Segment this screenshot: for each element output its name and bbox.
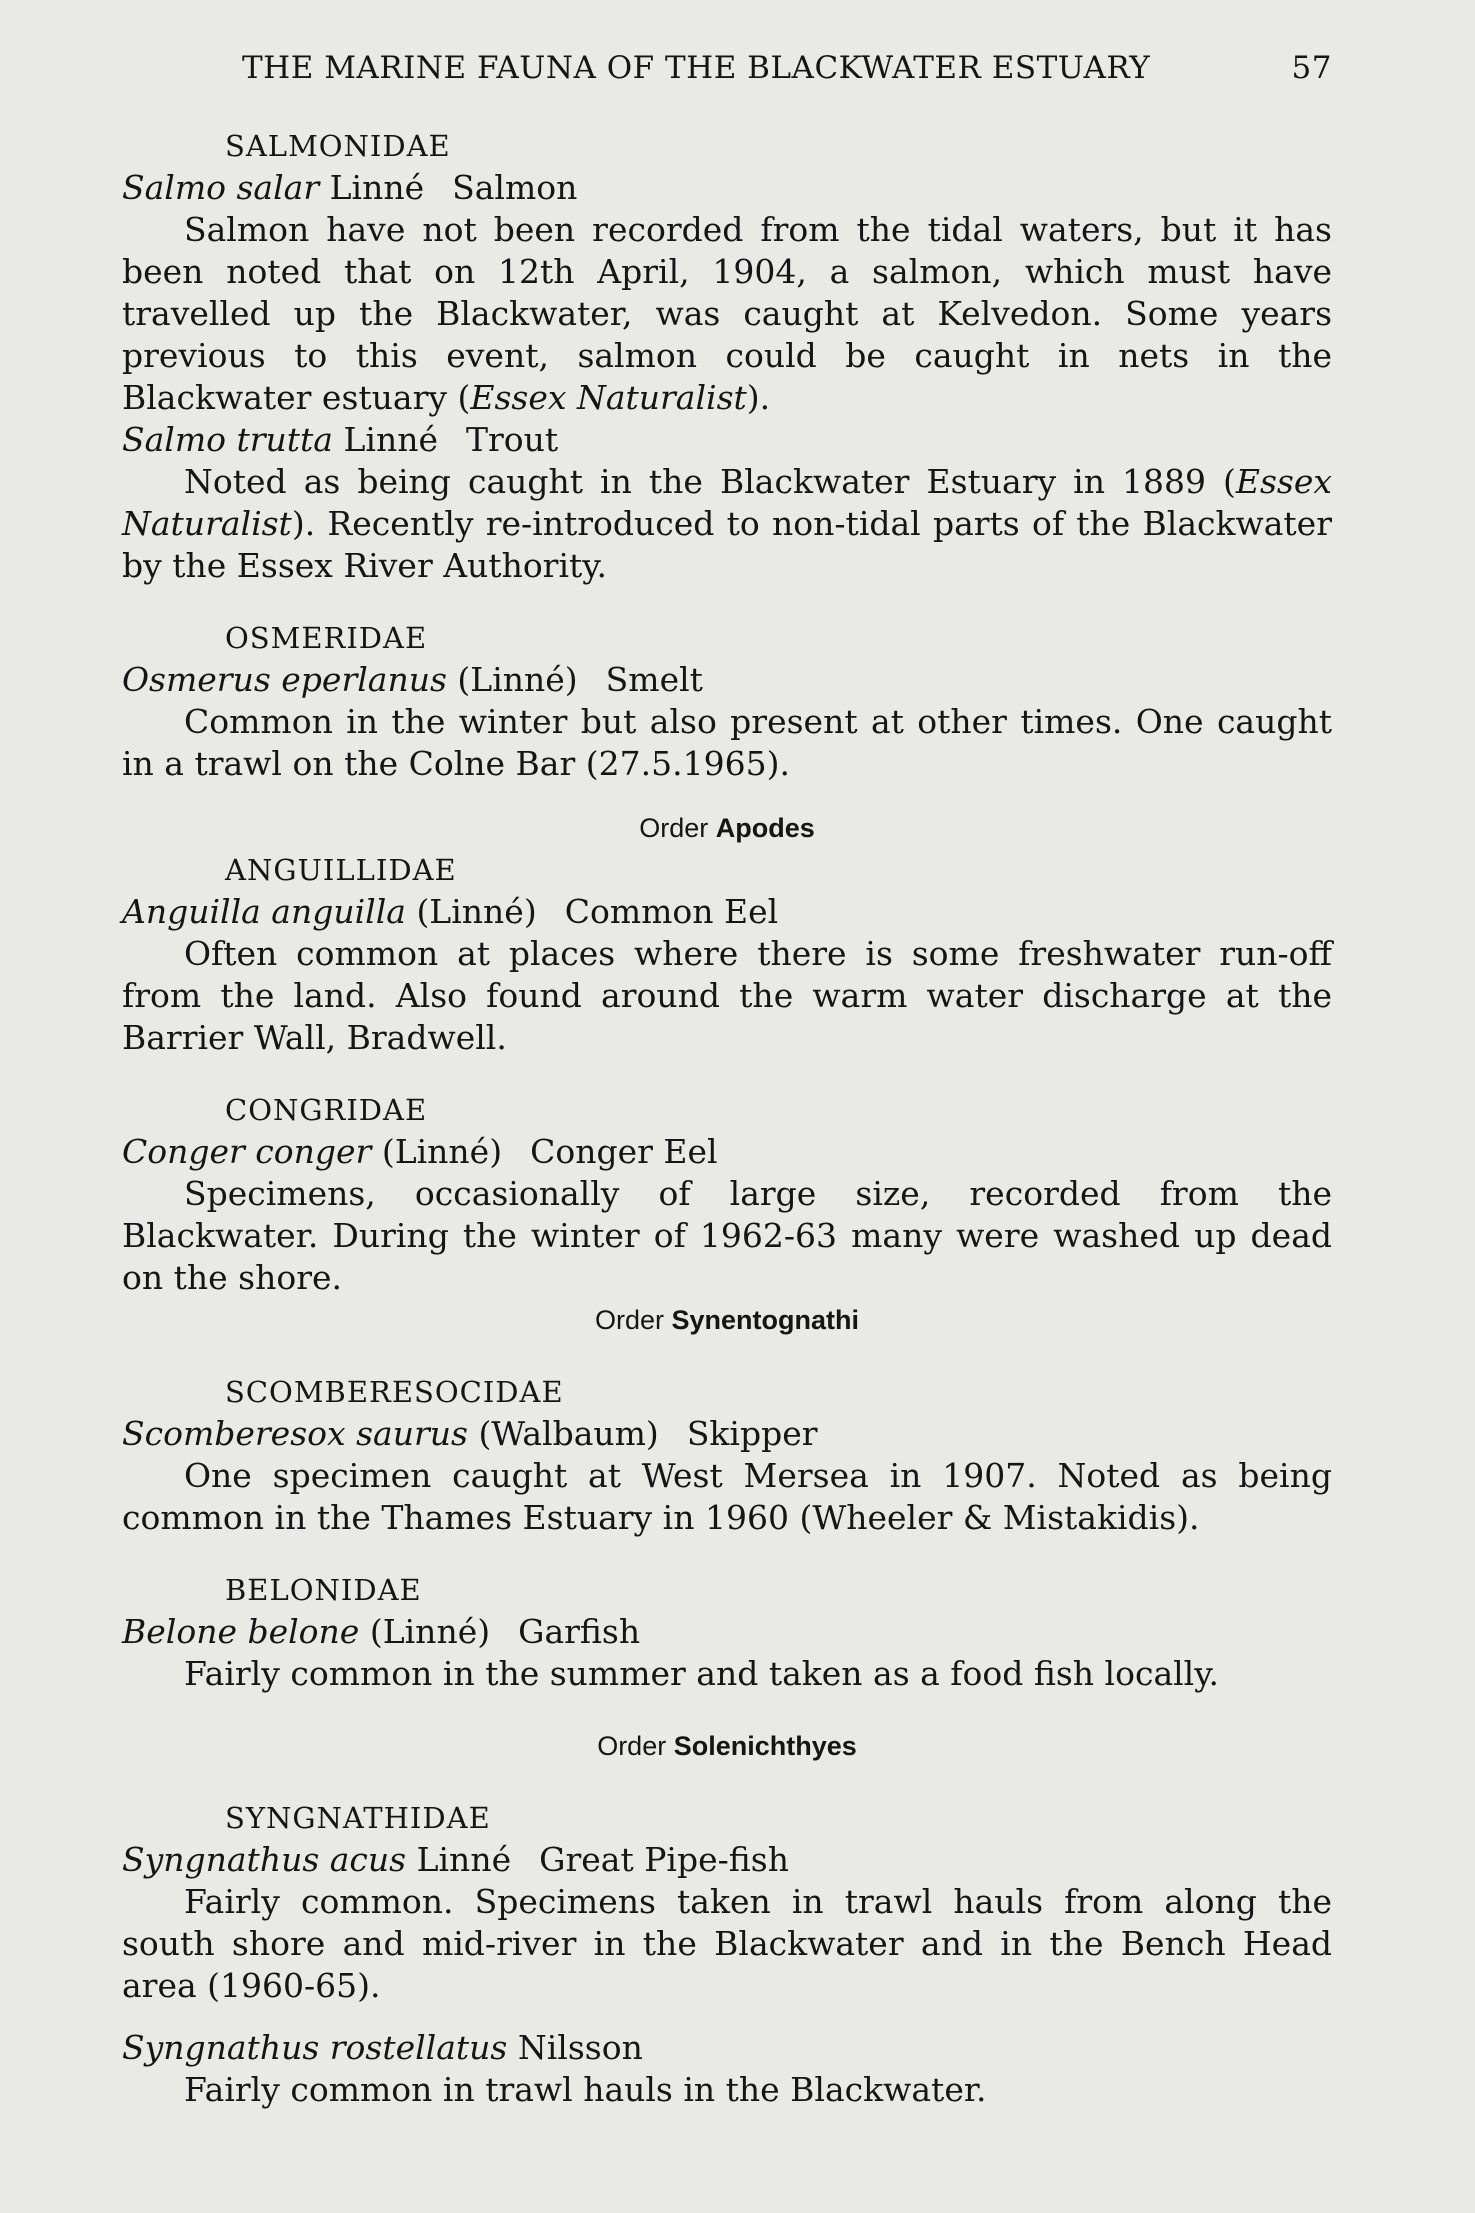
- species-description-anguilla-anguilla: Often common at places where there is some freshwater run-off from the land. Also found around the warm water discharge at the Barrier Wall, Bradwell.: [122, 934, 1332, 1057]
- species-heading-salmo-trutta: [122, 419, 1332, 461]
- species-heading-syngnathus-acus: [122, 1839, 1332, 1881]
- description-text-end: ).: [746, 378, 771, 417]
- family-heading-syngnathidae: SYNGNATHIDAE: [225, 1801, 491, 1835]
- species-heading-osmerus-eperlanus: [122, 659, 1332, 701]
- authority: (Linné): [381, 1132, 503, 1171]
- family-heading-belonidae: BELONIDAE: [225, 1573, 422, 1607]
- scientific-name: Salmo trutta: [122, 420, 333, 459]
- order-name: Synentognathi: [671, 1305, 860, 1335]
- species-description-scomberesox-saurus: One specimen caught at West Mersea in 1907. Noted as being common in the Thames Estuary in 1960 (Wheeler & Mistakidis).: [122, 1456, 1332, 1537]
- species-description-conger-conger: Specimens, occasionally of large size, recorded from the Blackwater. During the winter of 1962-63 many were washed up dead on the shore.: [122, 1174, 1332, 1297]
- scientific-name: Syngnathus rostellatus: [122, 2028, 508, 2067]
- family-heading-anguillidae: ANGUILLIDAE: [225, 853, 457, 887]
- family-heading-osmeridae: OSMERIDAE: [225, 621, 428, 655]
- order-prefix: Order: [594, 1305, 664, 1335]
- page-body: [122, 125, 1332, 2111]
- species-description-belone-belone: Fairly common in the summer and taken as a food fish locally.: [184, 1654, 1219, 1693]
- species-heading-conger-conger: [122, 1131, 1332, 1173]
- order-heading-synentognathi: [122, 1299, 1332, 1341]
- scientific-name: Scomberesox saurus: [122, 1414, 468, 1453]
- description-text-end: ). Recently re-introduced to non-tidal parts of the Blackwater by the Essex River Authority.: [122, 504, 1332, 585]
- common-name: Smelt: [605, 660, 703, 699]
- common-name: Great Pipe-fish: [539, 1840, 789, 1879]
- common-name: Trout: [466, 420, 559, 459]
- description-text: Noted as being caught in the Blackwater Estuary in 1889 (: [184, 462, 1236, 501]
- family-heading-scomberesocidae: SCOMBERESOCIDAE: [225, 1375, 564, 1409]
- authority: Linné: [343, 420, 438, 459]
- species-description-syngnathus-rostellatus: Fairly common in trawl hauls in the Blackwater.: [184, 2070, 987, 2109]
- running-head: [122, 50, 1332, 94]
- order-heading-solenichthyes: [122, 1725, 1332, 1767]
- reference-title: Essex Naturalist: [122, 462, 1332, 543]
- authority: (Linné): [416, 892, 537, 931]
- species-heading-scomberesox-saurus: [122, 1413, 1332, 1455]
- authority: (Walbaum): [478, 1414, 659, 1453]
- authority: Nilsson: [517, 2028, 643, 2067]
- order-name: Solenichthyes: [673, 1731, 857, 1761]
- species-heading-syngnathus-rostellatus: [122, 2027, 1332, 2069]
- reference-title: Essex Naturalist: [470, 378, 747, 417]
- common-name: Common Eel: [564, 892, 779, 931]
- species-heading-anguilla-anguilla: [122, 891, 1332, 933]
- order-prefix: Order: [597, 1731, 667, 1761]
- scientific-name: Osmerus eperlanus: [122, 660, 447, 699]
- species-heading-salmo-salar: [122, 167, 1332, 209]
- order-prefix: Order: [639, 813, 709, 843]
- authority: Linné: [416, 1840, 512, 1879]
- scientific-name: Belone belone: [122, 1612, 360, 1651]
- authority: Linné: [329, 168, 425, 207]
- common-name: Garfish: [518, 1612, 641, 1651]
- species-heading-belone-belone: [122, 1611, 1332, 1653]
- order-name: Apodes: [715, 813, 815, 843]
- family-heading-salmonidae: SALMONIDAE: [225, 129, 451, 163]
- common-name: Skipper: [686, 1414, 818, 1453]
- scientific-name: Syngnathus acus: [122, 1840, 407, 1879]
- family-heading-congridae: CONGRIDAE: [225, 1093, 428, 1127]
- common-name: Salmon: [452, 168, 578, 207]
- page-number: 57: [1291, 50, 1332, 86]
- species-description-syngnathus-acus: Fairly common. Specimens taken in trawl hauls from along the south shore and mid-river in the Blackwater and in the Bench Head area (1960-65).: [122, 1882, 1332, 2005]
- description-text: Salmon have not been recorded from the tidal waters, but it has been noted that on 12th April, 1904, a salmon, which must have travelled up the Blackwater, was caught at Kelvedon. Some years previous to this event, salmon could be caught in nets in the Blackwater estuary (: [122, 210, 1332, 417]
- species-description-salmo-salar: [122, 209, 1332, 419]
- authority: (Linné): [369, 1612, 491, 1651]
- species-description-salmo-trutta: [122, 461, 1332, 587]
- common-name: Conger Eel: [530, 1132, 718, 1171]
- species-description-osmerus-eperlanus: Common in the winter but also present at other times. One caught in a trawl on the Colne Bar (27.5.1965).: [122, 702, 1332, 783]
- scientific-name: Conger conger: [122, 1132, 372, 1171]
- scientific-name: Anguilla anguilla: [122, 892, 406, 931]
- scientific-name: Salmo salar: [122, 168, 320, 207]
- running-title: THE MARINE FAUNA OF THE BLACKWATER ESTUARY: [242, 50, 1151, 86]
- authority: (Linné): [457, 660, 578, 699]
- order-heading-apodes: [122, 807, 1332, 849]
